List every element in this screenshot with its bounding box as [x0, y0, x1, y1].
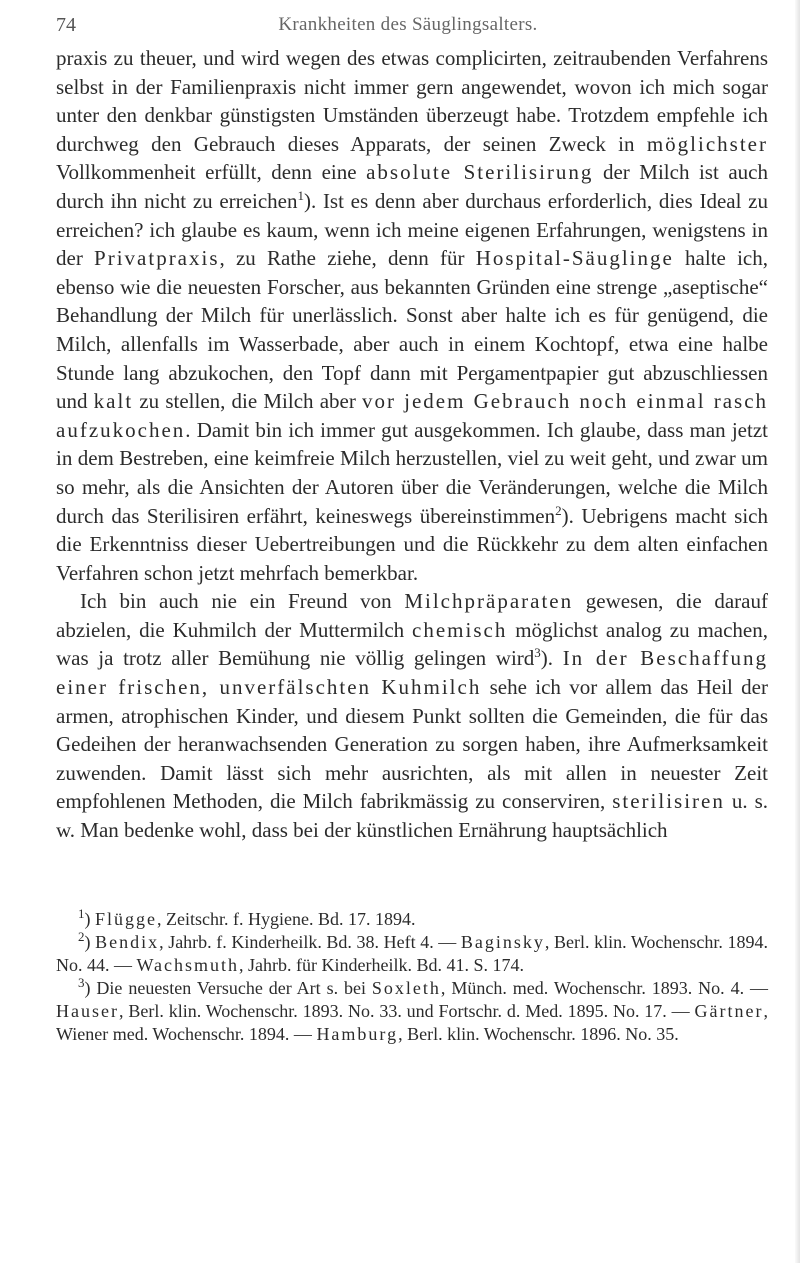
- citation-text: , Berl. klin. Wochenschr. 1894. No. 44. —: [56, 932, 768, 975]
- citation-text: , Wiener med. Wochenschr. 1894. —: [56, 1001, 768, 1044]
- emphasized-text: chemisch: [412, 617, 508, 642]
- footnote-mark: 1: [78, 906, 85, 921]
- text-run: Ich bin auch nie ein Freund von: [80, 589, 405, 614]
- text-run: . Damit bin ich immer gut ausgekommen. Ich glaube, dass man jetzt in dem Bestreben, eine keimfreie Milch herzustellen, viel zu weit geht, und zwar um so mehr, als die Ansichten der Autoren über die Veränderungen, welche die Milch durch das Sterilisiren erfährt, keineswegs übereinstimmen: [56, 417, 768, 528]
- citation-text: , Berl. klin. Wochenschr. 1893. No. 33. und Fortschr. d. Med. 1895. No. 17. —: [118, 1001, 695, 1021]
- citation-text: Die neuesten Versuche der Art s. bei: [96, 978, 372, 998]
- text-run: ).: [540, 646, 563, 671]
- text-run: ). Uebrigens macht sich die Erkenntniss dieser Uebertreibungen und die Rückkehr zu dem alten einfachen Verfahren schon jetzt mehrfach bemerkbar.: [56, 503, 768, 585]
- footnote-ref: 3: [534, 645, 541, 661]
- text-run: u. s. w. Man bedenke wohl, dass bei der künstlichen Ernährung hauptsächlich: [56, 789, 768, 843]
- running-head: Krankheiten des Säuglingsalters.: [278, 14, 538, 35]
- author-name: Hauser: [56, 1001, 119, 1021]
- footnote-mark: 3: [78, 975, 85, 990]
- author-name: Baginsky: [460, 932, 545, 952]
- emphasized-text: absolute Sterilisirung: [366, 160, 594, 185]
- emphasized-text: sterilisiren: [612, 789, 725, 814]
- author-name: Gärtner: [694, 1001, 764, 1021]
- emphasized-text: kalt: [93, 389, 134, 414]
- citation-text: , Jahrb. für Kinderheilk. Bd. 41. S. 174.: [239, 955, 525, 975]
- author-name: Bendix: [95, 932, 160, 952]
- emphasized-text: vor jedem Gebrauch noch einmal rasch aufzukochen: [56, 389, 769, 442]
- paragraph: [56, 44, 768, 587]
- emphasized-text: möglichster: [646, 131, 768, 156]
- footnote: $^2$) Bendix, Jahrb. f. Kinderheilk. Bd. 38. Heft 4. — Baginsky, Berl. klin. Wochenschr. 1894. No. 44. — Wachsmuth, Jahrb. für Kinderheilk. Bd. 41. S. 174.: [56, 929, 768, 975]
- text-run: , zu Rathe ziehe, denn für: [219, 246, 476, 271]
- author-name: Soxleth: [371, 978, 441, 998]
- page-number: 74: [56, 14, 76, 36]
- emphasized-text: Milchpräparaten: [404, 589, 574, 614]
- footnote-ref: 1: [297, 187, 304, 203]
- footnote-ref: 2: [555, 502, 562, 518]
- footnote: $^1$) Flügge, Zeitschr. f. Hygiene. Bd. 17. 1894.: [78, 906, 416, 929]
- emphasized-text: In der Beschaffung einer frischen, unverfälschten Kuhmilch: [56, 646, 769, 700]
- page-edge-shadow: [795, 0, 800, 1263]
- footnote-mark: 2: [78, 929, 85, 944]
- citation-text: , Zeitschr. f. Hygiene. Bd. 17. 1894.: [157, 909, 416, 929]
- page-header: [56, 10, 760, 40]
- emphasized-text: Privatpraxis: [94, 246, 220, 271]
- citation-text: , Jahrb. f. Kinderheilk. Bd. 38. Heft 4. —: [159, 932, 461, 952]
- text-run: zu stellen, die Milch aber: [133, 389, 362, 414]
- text-run: möglichst analog zu machen, was ja trotz aller Bemühung nie völlig gelingen wird: [56, 617, 768, 671]
- text-run: sehe ich vor allem das Heil der armen, atrophischen Kinder, und diesem Punkt sollten die Gemeinden, die für das Gedeihen der heranwachsenden Generation zu sorgen haben, ihre Aufmerksamkeit zuwenden. Damit lässt sich mehr ausrichten, als mit allen in neuester Zeit empfohlenen Methoden, die Milch fabrikmässig zu conserviren,: [56, 675, 768, 814]
- main-text: [56, 44, 768, 845]
- citation-text: , Berl. klin. Wochenschr. 1896. No. 35.: [398, 1024, 679, 1044]
- text-run: Vollkommenheit erfüllt, denn eine: [56, 160, 367, 185]
- author-name: Flügge: [95, 909, 158, 929]
- text-run: gewesen, die darauf abzielen, die Kuhmilch der Muttermilch: [56, 589, 768, 642]
- author-name: Hamburg: [316, 1024, 399, 1044]
- emphasized-text: Hospital-Säuglinge: [475, 246, 674, 271]
- author-name: Wachsmuth: [136, 955, 240, 975]
- footnotes: [56, 908, 768, 1046]
- text-run: ). Ist es denn aber durchaus erforderlich, dies Ideal zu erreichen? ich glaube es kaum, wenn ich meine eigenen Erfahrungen, wenigstens in der: [56, 188, 768, 271]
- text-run: der Milch ist auch durch ihn nicht zu erreichen: [56, 160, 768, 213]
- paragraph: [56, 587, 768, 844]
- text-run: praxis zu theuer, und wird wegen des etwas complicirten, zeitraubenden Verfahrens selbst in der Familienpraxis nicht immer gern angewendet, wovon ich mich sogar unter den denkbar günstigsten Umständen überzeugt habe. Trotzdem empfehle ich durchweg den Gebrauch dieses Apparats, der seinen Zweck in: [56, 46, 768, 156]
- text-run: halte ich, ebenso wie die neuesten Forscher, aus bekannten Gründen eine strenge „aseptische“ Behandlung der Milch für unerlässlich. Sonst aber halte ich es für genügend, die Milch, allenfalls im Wasserbade, aber auch in einem Kochtopf, etwa eine halbe Stunde lang abzukochen, den Topf dann mit Pergamentpapier gut abzuschliessen und: [56, 246, 768, 414]
- footnote: $^3$) Die neuesten Versuche der Art s. bei Soxleth, Münch. med. Wochenschr. 1893. No. 4. — Hauser, Berl. klin. Wochenschr. 1893. No. 33. und Fortschr. d. Med. 1895. No. 17. — Gärtner, Wiener med. Wochenschr. 1894. — Hamburg, Berl. klin. Wochenschr. 1896. No. 35.: [56, 975, 768, 1044]
- citation-text: , Münch. med. Wochenschr. 1893. No. 4. —: [440, 978, 768, 998]
